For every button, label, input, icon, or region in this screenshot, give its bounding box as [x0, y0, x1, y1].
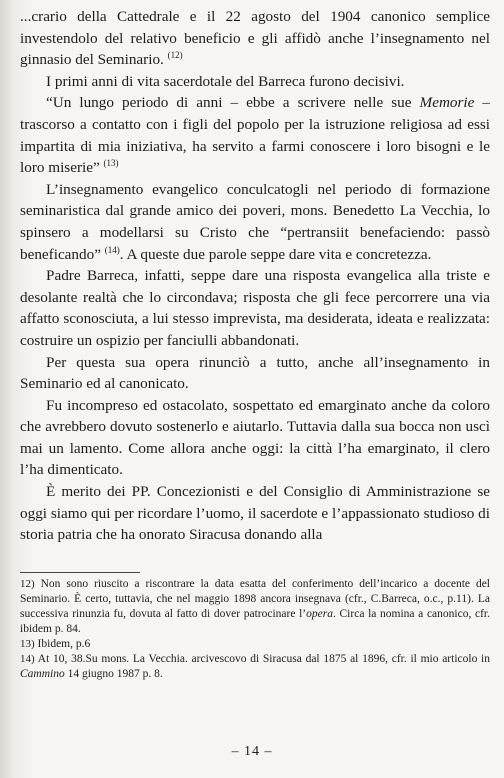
text-segment: Padre Barreca, infatti, seppe dare una risposta evangelica alla triste e desolante realtà che lo circondava; risposta che gli fece percorrere una via affatto sconosciuta, a lui stesso imprevista, ma desiderata, ideata e realizzata: costruire un ospizio per fanciulli abbandonati.	[20, 267, 490, 349]
italic-text: opera	[306, 607, 333, 620]
text-segment: 14 giugno 1987 p. 8.	[64, 667, 163, 680]
footnote	[20, 652, 490, 682]
footnotes	[20, 577, 490, 682]
italic-text: Memorie	[419, 94, 475, 112]
text-segment: L’insegnamento evangelico conculcatogli nel periodo di formazione seminaristica dal grande amico dei poveri, mons. Benedetto La Vecchia, lo spinsero a modellarsi su Cristo che “pertransiit benefaciendo: passò beneficando”	[20, 180, 490, 263]
text-segment: I primi anni di vita sacerdotale del Barreca furono decisivi.	[46, 72, 405, 90]
body-text	[20, 6, 490, 546]
footnote-ref: (13)	[103, 158, 119, 169]
paragraph	[20, 6, 490, 71]
footnote-number: 14)	[20, 652, 35, 665]
text-segment: È merito dei PP. Concezionisti e del Consiglio di Amministrazione se oggi siamo qui per ricordare l’uomo, il sacerdote e l’appassionato studioso di storia patria che ha onorato Siracusa donando alla	[20, 483, 490, 544]
text-segment: “Un lungo periodo di anni – ebbe a scrivere nelle sue	[46, 94, 420, 112]
text-segment: . A queste due parole seppe dare vita e concretezza.	[119, 245, 432, 263]
text-segment: Fu incompreso ed ostacolato, sospettato ed emarginato anche da coloro che avrebbero dovuto sostenerlo e aiutarlo. Tuttavia dalla sua bocca non uscì mai un lamento. Come allora anche oggi: la città l’ha emarginato, il clero l’ha dimenticato.	[20, 396, 490, 479]
text-segment: ...crario della Cattedrale e il 22 agosto del 1904 canonico semplice investendolo del relativo beneficio e gli affidò anche l’insegnamento nel ginnasio del Seminario.	[20, 8, 490, 69]
footnote	[20, 637, 490, 652]
text-segment: Per questa sua opera rinunciò a tutto, anche all’insegnamento in Seminario ed al canonicato.	[20, 353, 490, 393]
footnote-ref: (12)	[167, 50, 183, 61]
paragraph	[20, 179, 490, 265]
text-segment: – trascorso a contatto con i figli del popolo per la istruzione religiosa ad essi impartita di mia iniziativa, ha servito a farmi conoscere i loro bisogni e le loro miserie”	[20, 94, 491, 177]
paragraph	[20, 71, 490, 93]
paragraph	[20, 352, 490, 395]
footnote-separator	[20, 572, 140, 573]
text-segment: . Circa la nomina a canonico, cfr. ibidem p. 84.	[20, 607, 490, 635]
paragraph	[20, 92, 490, 178]
italic-text: Cammino	[20, 667, 65, 680]
paragraph	[20, 481, 490, 546]
paragraph	[20, 265, 490, 351]
text-segment: At 10, 38.Su mons. La Vecchia. arcivescovo di Siracusa dal 1875 al 1896, cfr. il mio articolo in	[37, 652, 490, 665]
paragraph	[20, 395, 490, 481]
text-segment: Ibidem, p.6	[37, 637, 91, 650]
footnote-number: 12)	[20, 577, 35, 590]
footnote	[20, 577, 490, 637]
footnote-ref: (14)	[104, 244, 120, 255]
page-number: – 14 –	[231, 744, 273, 759]
text-segment: Non sono riuscito a riscontrare la data esatta del conferimento dell’incarico a docente del Seminario. È certo, tuttavia, che nel maggio 1898 ancora insegnava (cfr., C.Barreca, o.c., p.11). La successiva rinunzia fu, dovuta al fatto di dover patrocinare l’	[20, 577, 490, 620]
footnote-number: 13)	[20, 637, 35, 650]
